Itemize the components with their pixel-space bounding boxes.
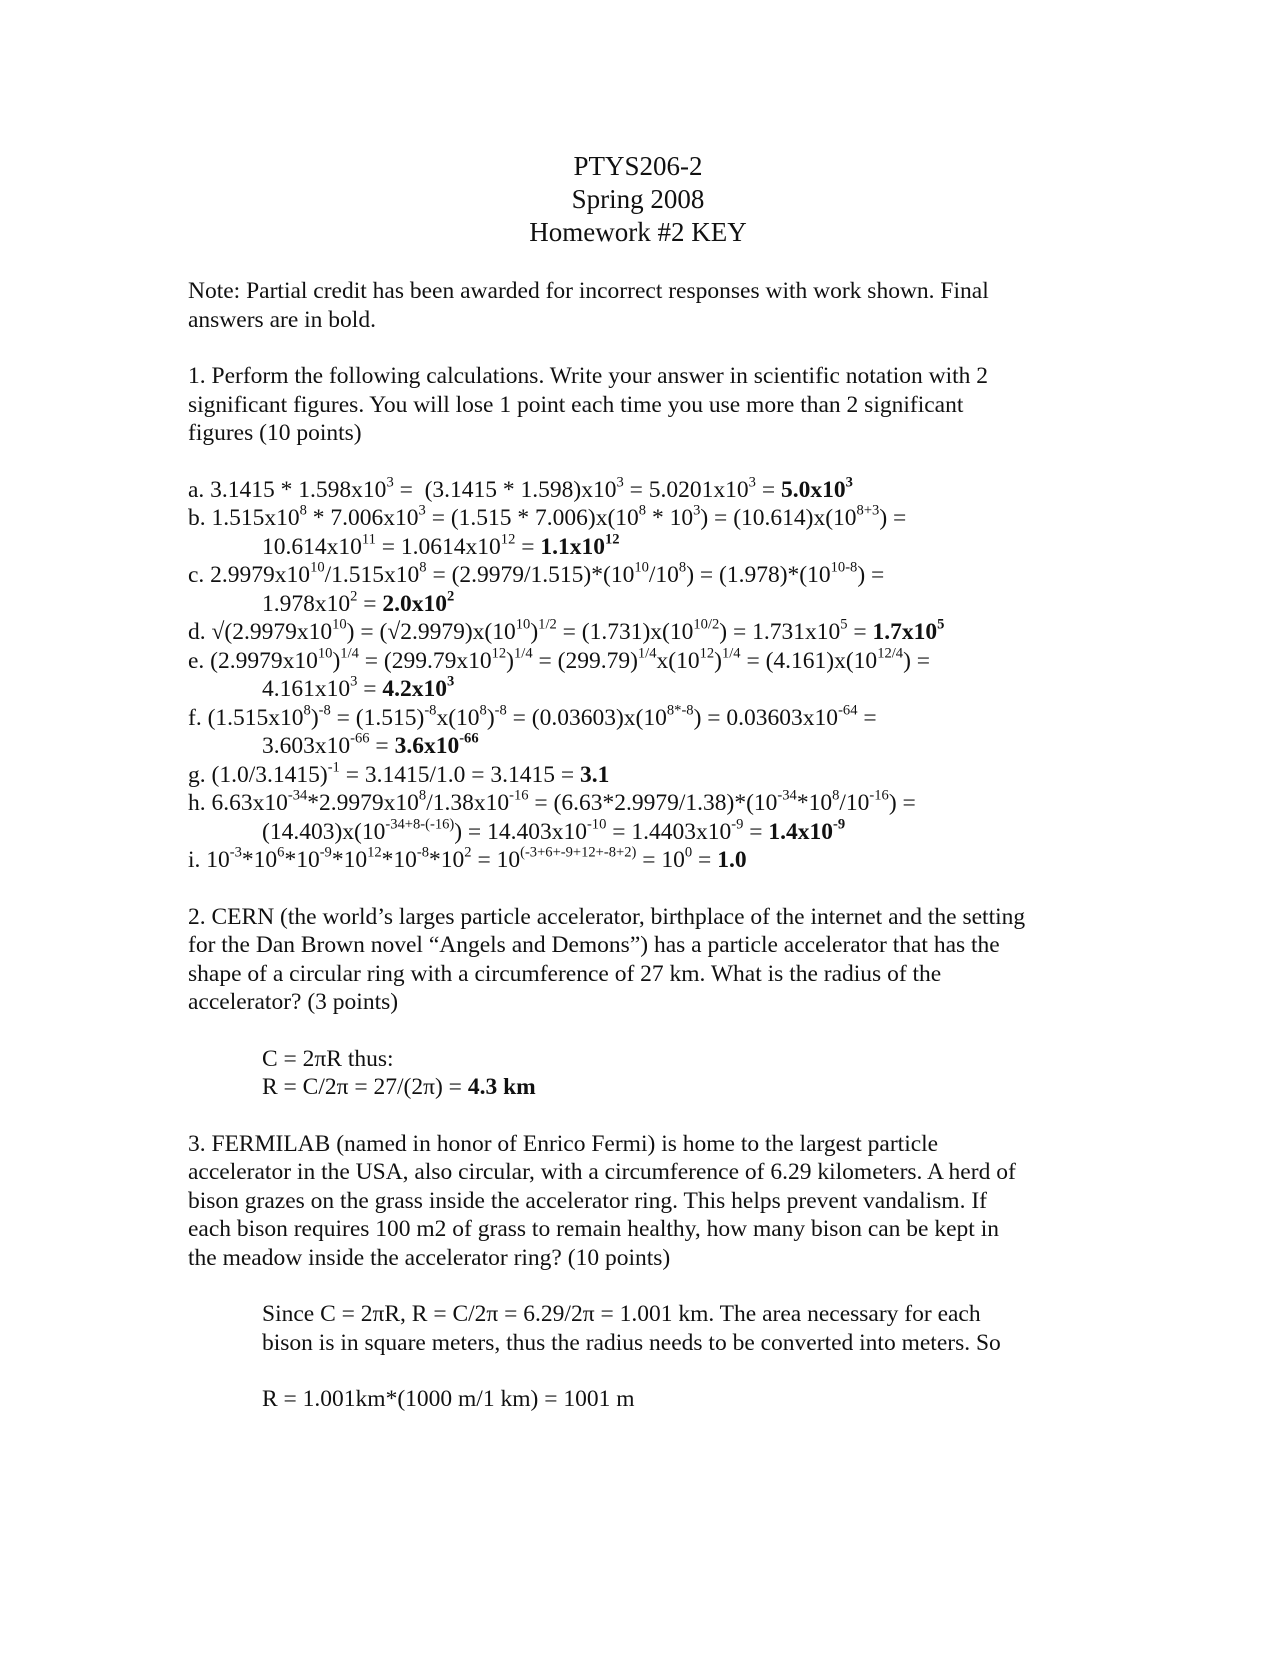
q2-work-line: C = 2πR thus: xyxy=(262,1045,394,1072)
question-2 xyxy=(188,903,1088,1102)
term: Spring 2008 xyxy=(571,184,705,214)
q1-answer-c: c. $2.9979x10^{10}/1.515x10^8 = (2.9979/1.515)*(10^{10}/10^8) = (1.978)*(10^{10-8})$ = $1.978x10^2 = 2.0x10^2$ xyxy=(188,559,885,617)
q1-prompt-line: figures (10 points) xyxy=(188,420,362,446)
q1-answer-b: b. $1.515x10^8 * 7.006x10^3 = (1.515 * 7.006)x(10^8 * 10^3) = (10.614)x(10^{8+3})$ = $10.614x10^{11} = 1.0614x10^{12} = 1.1x10^{12}$ xyxy=(188,502,907,560)
q2-prompt-line: accelerator? (3 points) xyxy=(188,989,399,1015)
q3-prompt-line: accelerator in the USA, also circular, with a circumference of 6.29 kilometers. A herd of xyxy=(188,1159,1016,1185)
document-body xyxy=(188,150,1088,1414)
q3-prompt-line: bison grazes on the grass inside the accelerator ring. This helps prevent vandalism. If xyxy=(188,1187,987,1214)
q3-prompt-line: each bison requires 100 m2 of grass to remain healthy, how many bison can be kept in xyxy=(188,1216,999,1242)
q3-work-line: bison is in square meters, thus the radius needs to be converted into meters. So xyxy=(262,1329,1001,1356)
q2-final-answer: 4.3 km xyxy=(467,1074,536,1100)
question-3 xyxy=(188,1130,1088,1414)
q1-answer-g: g. $(1.0/3.1415)^{-1} = 3.1415/1.0 = 3.1415 = 3.1$ xyxy=(188,759,610,788)
q1-answer-a: a. $3.1415 * 1.598x10^3 = (3.1415 * 1.598)x10^3 = 5.0201x10^3 = 5.0x10^3$ xyxy=(188,474,853,503)
q2-prompt-line: 2. CERN (the world’s larges particle accelerator, birthplace of the internet and the setting xyxy=(188,903,1026,930)
q3-work-line: Since C = 2πR, R = C/2π = 6.29/2π = 1.001 km. The area necessary for each xyxy=(262,1301,981,1327)
q1-prompt-line: 1. Perform the following calculations. Write your answer in scientific notation with 2 xyxy=(188,363,989,389)
course-code: PTYS206-2 xyxy=(573,151,703,181)
q1-answer-i: i. $10^{-3}*10^6*10^{-9}*10^{12}*10^{-8}*10^2 = 10^{(-3+6+-9+12+-8+2)} = 10^0 = 1.0$ xyxy=(188,844,747,873)
document-header xyxy=(188,150,1088,249)
q2-prompt-line: shape of a circular ring with a circumference of 27 km. What is the radius of the xyxy=(188,960,942,987)
q3-work-line: R = 1.001km*(1000 m/1 km) = 1001 m xyxy=(262,1386,635,1412)
q2-prompt-line: for the Dan Brown novel “Angels and Demons”) has a particle accelerator that has the xyxy=(188,932,1000,958)
q3-prompt-line: 3. FERMILAB (named in honor of Enrico Fermi) is home to the largest particle xyxy=(188,1130,939,1157)
question-1 xyxy=(188,362,1088,875)
q1-answer-e: e. $(2.9979x10^{10})^{1/4} = (299.79x10^{12})^{1/4} = (299.79)^{1/4}x(10^{12})^{1/4} = (4.161)x(10^{12/4})$ = $4.161x10^3 = 4.2x10^3$ xyxy=(188,645,931,702)
q1-answer-h: h. $6.63x10^{-34}*2.9979x10^8/1.38x10^{-16} = (6.63*2.9979/1.38)*(10^{-34}*10^8/10^{-16})$ = $(14.403)x(10^{-34+8-(-16)}) = 14.403x10^{-10} = 1.4403x10^{-9} = 1.4x10^{-9}$ xyxy=(188,787,916,845)
page-title: Homework #2 KEY xyxy=(529,217,747,247)
q1-answer-f: f. $(1.515x10^8)^{-8} = (1.515)^{-8}x(10^8)^{-8} = (0.03603)x(10^{8*-8}) = 0.03603x10^{-64}$ = $3.603x10^{-66} = 3.6x10^{-66}$ xyxy=(188,702,877,759)
grading-note: Note: Partial credit has been awarded for incorrect responses with work shown. Final answers are in bold. xyxy=(188,278,989,333)
q2-work-line: R = C/2π = 27/(2π) = 4.3 km xyxy=(262,1074,536,1100)
q3-prompt-line: the meadow inside the accelerator ring? (10 points) xyxy=(188,1244,671,1271)
q1-prompt-line: significant figures. You will lose 1 point each time you use more than 2 significant xyxy=(188,391,964,418)
q1-answer-d: d. $√(2.9979x10^{10}) = (√2.9979)x(10^{10})^{1/2} = (1.731)x(10^{10/2}) = 1.731x10^5 = 1.7x10^5$ xyxy=(188,616,945,645)
